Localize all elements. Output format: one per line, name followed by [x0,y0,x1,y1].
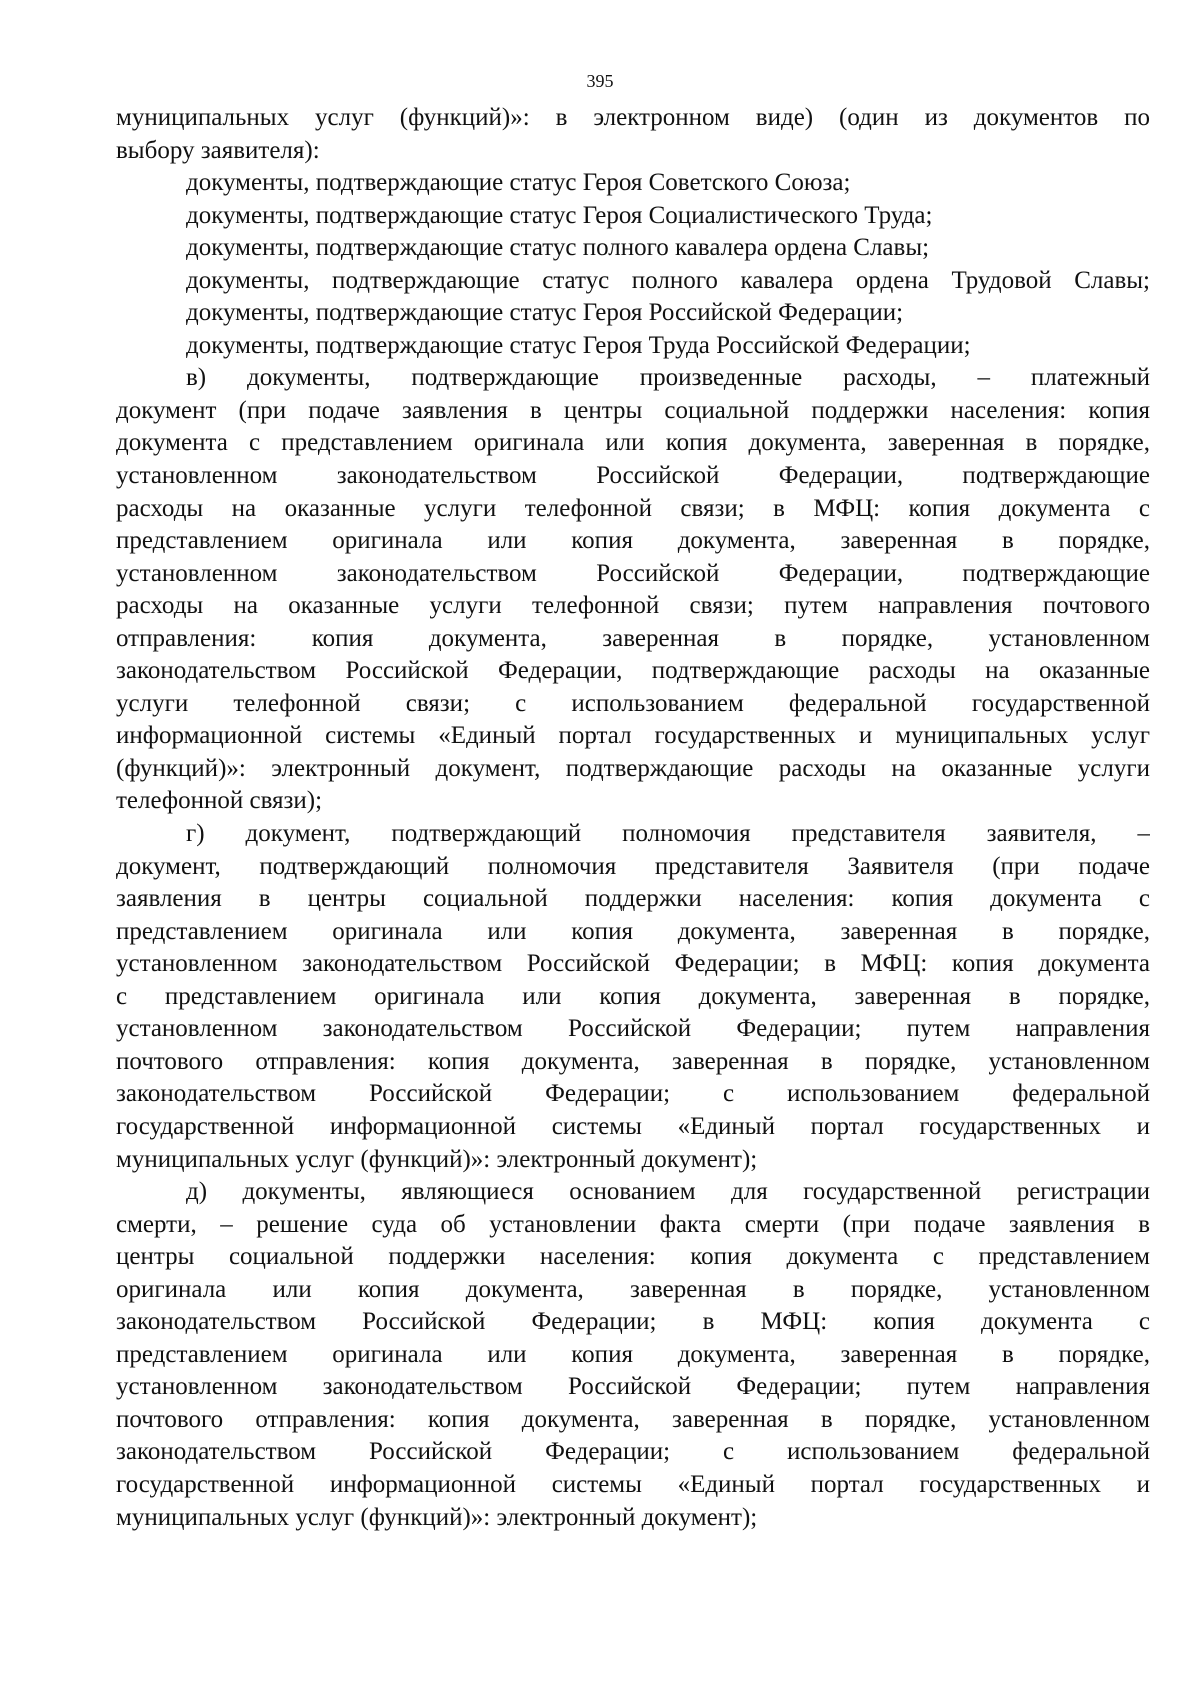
text-line: муниципальных услуг (функций)»: в электронном виде) (один из документов по [116,104,1150,131]
text-line: оригинала или копия документа, заверенная в порядке, установленном [116,1275,1150,1303]
text-line: информационной системы «Единый портал государственных и муниципальных услуг [116,722,1150,750]
text-line: законодательством Российской Федерации; в МФЦ: копия документа с [116,1308,1150,1336]
text-line: выбору заявителя): [116,136,320,164]
text-line: установленном законодательством Российской Федерации, подтверждающие [116,462,1150,490]
text-line: расходы на оказанные услуги телефонной связи; в МФЦ: копия документа с [116,494,1150,522]
text-line: документы, подтверждающие статус полного кавалера ордена Славы; [186,234,930,262]
text-line: телефонной связи); [116,787,323,815]
text-line: в) документы, подтверждающие произведенные расходы, – платежный [186,364,1150,392]
body-text [116,102,1150,1534]
text-line: документ, подтверждающий полномочия представителя Заявителя (при подаче [116,852,1150,880]
text-line: документы, подтверждающие статус Героя Российской Федерации; [186,299,904,327]
page-number: 395 [586,71,614,91]
text-line: муниципальных услуг (функций)»: электронный документ); [116,1503,758,1531]
text-line: представлением оригинала или копия документа, заверенная в порядке, [116,527,1150,555]
text-line: (функций)»: электронный документ, подтверждающие расходы на оказанные услуги [116,754,1150,782]
text-line: почтового отправления: копия документа, заверенная в порядке, установленном [116,1047,1150,1075]
text-line: почтового отправления: копия документа, заверенная в порядке, установленном [116,1405,1150,1433]
text-line: установленном законодательством Российской Федерации; путем направления [116,1015,1150,1043]
text-line: документы, подтверждающие статус полного кавалера ордена Трудовой Славы; [186,266,1150,294]
text-line: установленном законодательством Российской Федерации, подтверждающие [116,559,1150,587]
text-line: представлением оригинала или копия документа, заверенная в порядке, [116,917,1150,945]
text-line: услуги телефонной связи; с использованием федеральной государственной [116,689,1150,717]
text-line: заявления в центры социальной поддержки населения: копия документа с [116,885,1150,913]
text-line: документы, подтверждающие статус Героя Советского Союза; [186,169,851,197]
text-line: законодательством Российской Федерации; с использованием федеральной [116,1080,1150,1108]
text-line: законодательством Российской Федерации; с использованием федеральной [116,1438,1150,1466]
text-line: д) документы, являющиеся основанием для государственной регистрации [186,1178,1150,1206]
text-line: г) документ, подтверждающий полномочия представителя заявителя, – [186,820,1150,848]
text-line: документа с представлением оригинала или копия документа, заверенная в порядке, [116,429,1150,457]
text-line: установленном законодательством Российской Федерации; в МФЦ: копия документа [116,950,1150,978]
text-line: центры социальной поддержки населения: копия документа с представлением [116,1243,1150,1271]
text-line: муниципальных услуг (функций)»: электронный документ); [116,1145,758,1173]
text-line: документ (при подаче заявления в центры социальной поддержки населения: копия [116,396,1150,424]
text-line: документы, подтверждающие статус Героя Социалистического Труда; [186,201,933,229]
text-line: государственной информационной системы «Единый портал государственных и [116,1470,1150,1498]
text-line: представлением оригинала или копия документа, заверенная в порядке, [116,1340,1150,1368]
text-line: законодательством Российской Федерации, подтверждающие расходы на оказанные [116,657,1150,685]
text-line: смерти, – решение суда об установлении факта смерти (при подаче заявления в [116,1210,1150,1238]
text-line: государственной информационной системы «Единый портал государственных и [116,1112,1150,1140]
text-line: с представлением оригинала или копия документа, заверенная в порядке, [116,982,1150,1010]
text-line: документы, подтверждающие статус Героя Труда Российской Федерации; [186,331,971,359]
text-line: установленном законодательством Российской Федерации; путем направления [116,1373,1150,1401]
text-line: расходы на оказанные услуги телефонной связи; путем направления почтового [116,592,1150,620]
text-line: отправления: копия документа, заверенная в порядке, установленном [116,624,1150,652]
